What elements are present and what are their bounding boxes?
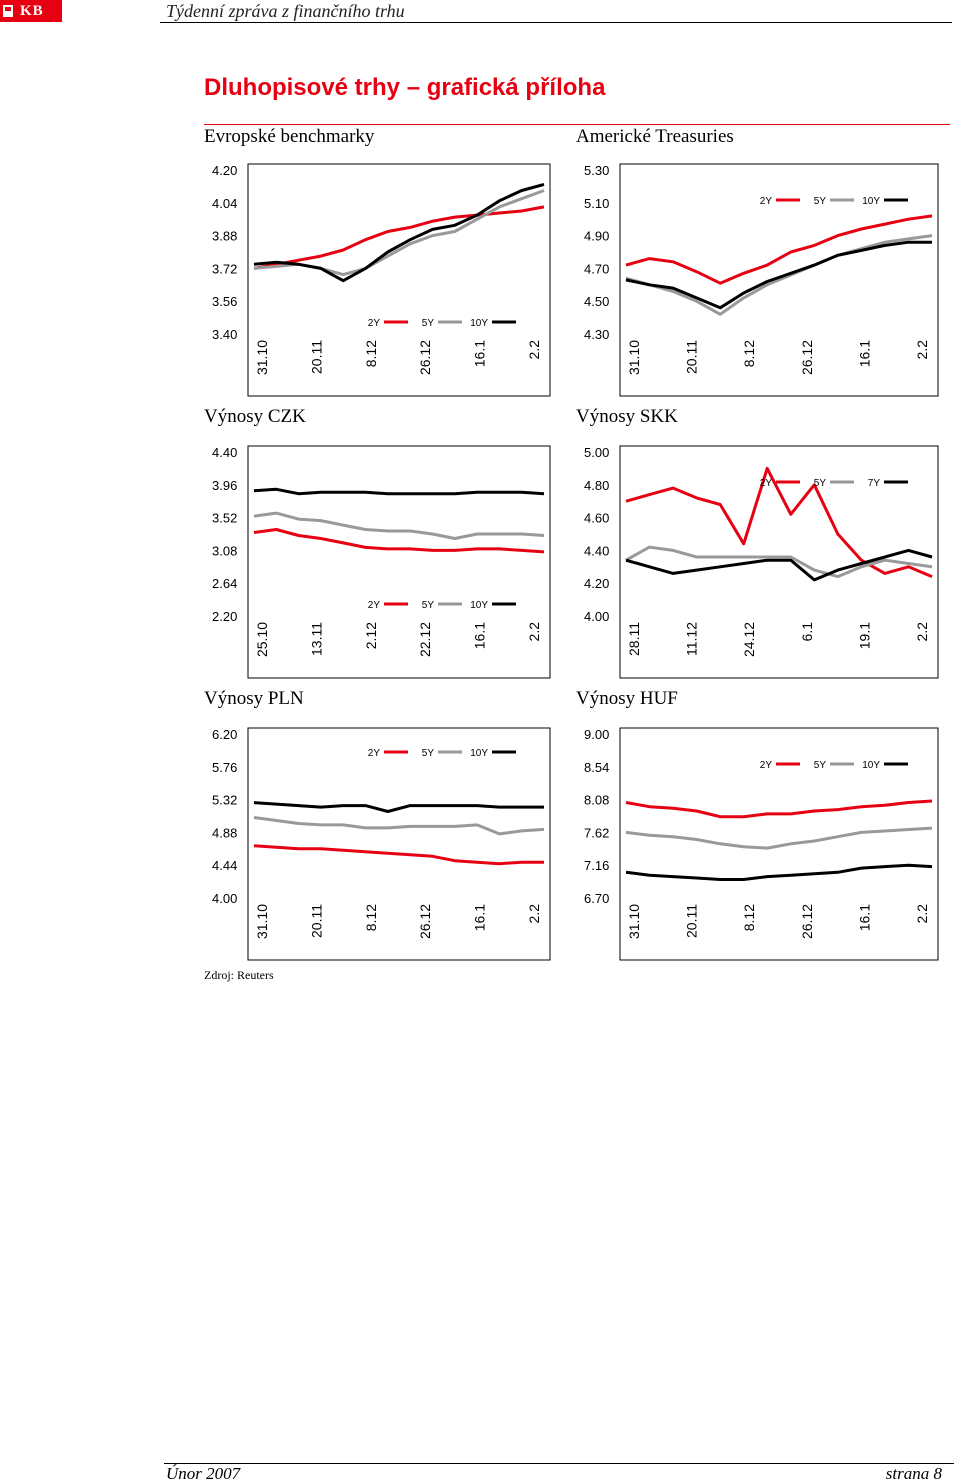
plot-frame: [248, 728, 550, 960]
x-tick-label: 19.1: [856, 622, 873, 650]
section-title-skk: Výnosy SKK: [576, 406, 678, 427]
x-tick-label: 16.1: [856, 340, 873, 368]
y-tick-label: 3.88: [212, 228, 238, 244]
x-tick-label: 25.10: [254, 622, 270, 658]
x-tick-label: 20.11: [683, 904, 700, 938]
chart-svg-pln: [204, 722, 560, 964]
x-tick-label: 2.2: [526, 340, 542, 360]
logo-text: KB: [20, 3, 44, 19]
y-tick-label: 3.96: [212, 477, 238, 493]
legend-label-10y: 10Y: [470, 748, 488, 759]
y-tick-label: 4.40: [584, 543, 610, 559]
report-header-title: Týdenní zpráva z finančního trhu: [166, 1, 405, 21]
footer-rule: [164, 1463, 954, 1464]
legend-label-10y: 10Y: [862, 196, 880, 207]
y-tick-label: 3.40: [212, 327, 238, 342]
series-line-10y: [254, 489, 544, 493]
y-tick-label: 5.00: [584, 445, 610, 460]
source-note: Zdroj: Reuters: [204, 968, 274, 982]
y-tick-label: 4.60: [584, 510, 610, 526]
chart-usd: [576, 158, 948, 400]
x-tick-label: 2.2: [526, 904, 542, 924]
y-tick-label: 2.64: [212, 576, 238, 592]
x-tick-label: 2.2: [914, 904, 930, 924]
legend-label-5y: 5Y: [421, 318, 434, 329]
series-line-10y: [626, 865, 932, 879]
x-tick-label: 8.12: [741, 904, 758, 932]
chart-skk: [576, 440, 948, 682]
header-rule: [160, 22, 952, 23]
legend-label-7y: 7Y: [867, 478, 880, 489]
y-tick-label: 4.30: [584, 327, 610, 342]
legend-label-2y: 2Y: [759, 196, 772, 207]
section-title-eur: Evropské benchmarky: [204, 126, 375, 147]
x-tick-label: 31.10: [254, 904, 270, 940]
y-tick-label: 3.52: [212, 510, 238, 526]
y-tick-label: 4.50: [584, 294, 610, 310]
section-title-usd: Americké Treasuries: [576, 126, 734, 147]
series-line-2y: [254, 207, 544, 269]
y-tick-label: 3.72: [212, 261, 238, 277]
y-tick-label: 8.08: [584, 792, 610, 808]
plot-frame: [248, 446, 550, 678]
chart-svg-usd: [576, 158, 948, 400]
y-tick-label: 9.00: [584, 727, 610, 742]
x-tick-label: 2.2: [914, 340, 930, 360]
series-line-10y: [626, 242, 932, 308]
x-tick-label: 26.12: [417, 340, 434, 376]
y-tick-label: 4.44: [212, 858, 238, 874]
y-tick-label: 8.54: [584, 759, 610, 775]
section-title-pln: Výnosy PLN: [204, 688, 304, 709]
x-tick-label: 13.11: [308, 622, 325, 656]
x-tick-label: 16.1: [471, 340, 488, 368]
x-tick-label: 2.2: [914, 622, 930, 642]
series-line-5y: [254, 818, 544, 834]
y-tick-label: 5.30: [584, 163, 610, 178]
x-tick-label: 20.11: [683, 340, 700, 374]
y-tick-label: 2.20: [212, 609, 238, 624]
legend-label-5y: 5Y: [421, 600, 434, 611]
y-tick-label: 6.20: [212, 727, 238, 742]
y-tick-label: 4.04: [212, 195, 238, 211]
footer-date: Únor 2007: [166, 1464, 241, 1483]
y-tick-label: 5.10: [584, 195, 610, 211]
x-tick-label: 22.12: [417, 622, 434, 658]
chart-eur: [204, 158, 560, 400]
section-title-huf: Výnosy HUF: [576, 688, 678, 709]
series-line-10y: [254, 803, 544, 812]
legend-label-2y: 2Y: [367, 748, 380, 759]
x-tick-label: 26.12: [798, 904, 815, 940]
legend-label-10y: 10Y: [470, 318, 488, 329]
y-tick-label: 3.56: [212, 294, 238, 310]
x-tick-label: 16.1: [471, 904, 488, 932]
series-line-2y: [626, 801, 932, 817]
legend-label-5y: 5Y: [813, 478, 826, 489]
y-tick-label: 4.80: [584, 477, 610, 493]
x-tick-label: 2.12: [362, 622, 379, 650]
x-tick-label: 31.10: [626, 340, 642, 376]
y-tick-label: 4.90: [584, 228, 610, 244]
x-tick-label: 24.12: [741, 622, 758, 658]
y-tick-label: 5.32: [212, 792, 238, 808]
chart-svg-skk: [576, 440, 948, 682]
x-tick-label: 31.10: [254, 340, 270, 376]
series-line-5y: [626, 236, 932, 315]
x-tick-label: 20.11: [308, 904, 325, 938]
y-tick-label: 6.70: [584, 891, 610, 906]
legend-label-5y: 5Y: [813, 760, 826, 771]
chart-svg-czk: [204, 440, 560, 682]
x-tick-label: 11.12: [683, 622, 700, 656]
chart-pln: [204, 722, 560, 964]
chart-huf: [576, 722, 948, 964]
x-tick-label: 16.1: [856, 904, 873, 932]
series-line-7y: [626, 550, 932, 580]
x-tick-label: 31.10: [626, 904, 642, 940]
x-tick-label: 26.12: [417, 904, 434, 940]
series-line-2y: [626, 216, 932, 283]
series-line-2y: [254, 846, 544, 864]
series-line-5y: [254, 191, 544, 275]
y-tick-label: 4.20: [212, 163, 238, 178]
chart-svg-eur: [204, 158, 560, 400]
x-tick-label: 2.2: [526, 622, 542, 642]
series-line-5y: [626, 828, 932, 848]
legend-label-2y: 2Y: [367, 600, 380, 611]
title-rule: [204, 124, 950, 125]
y-tick-label: 4.40: [212, 445, 238, 460]
x-tick-label: 26.12: [798, 340, 815, 376]
x-tick-label: 8.12: [362, 340, 379, 368]
x-tick-label: 28.11: [626, 622, 642, 656]
legend-label-5y: 5Y: [813, 196, 826, 207]
legend-label-2y: 2Y: [367, 318, 380, 329]
chart-svg-huf: [576, 722, 948, 964]
page-title: Dluhopisové trhy – grafická příloha: [204, 74, 606, 101]
y-tick-label: 4.00: [584, 609, 610, 624]
x-tick-label: 8.12: [741, 340, 758, 368]
footer-page-number: strana 8: [885, 1464, 942, 1483]
y-tick-label: 7.62: [584, 825, 610, 841]
section-title-czk: Výnosy CZK: [204, 406, 306, 427]
legend-label-10y: 10Y: [862, 760, 880, 771]
y-tick-label: 4.20: [584, 576, 610, 592]
x-tick-label: 6.1: [798, 622, 815, 642]
legend-label-2y: 2Y: [759, 760, 772, 771]
legend-label-5y: 5Y: [421, 748, 434, 759]
chart-czk: [204, 440, 560, 682]
series-line-10y: [254, 184, 544, 280]
kb-logo: [0, 0, 62, 22]
x-tick-label: 20.11: [308, 340, 325, 374]
legend-label-2y: 2Y: [759, 478, 772, 489]
x-tick-label: 8.12: [362, 904, 379, 932]
legend-label-10y: 10Y: [470, 600, 488, 611]
x-tick-label: 16.1: [471, 622, 488, 650]
y-tick-label: 3.08: [212, 543, 238, 559]
y-tick-label: 4.70: [584, 261, 610, 277]
y-tick-label: 4.88: [212, 825, 238, 841]
y-tick-label: 4.00: [212, 891, 238, 906]
y-tick-label: 5.76: [212, 759, 238, 775]
y-tick-label: 7.16: [584, 858, 610, 874]
